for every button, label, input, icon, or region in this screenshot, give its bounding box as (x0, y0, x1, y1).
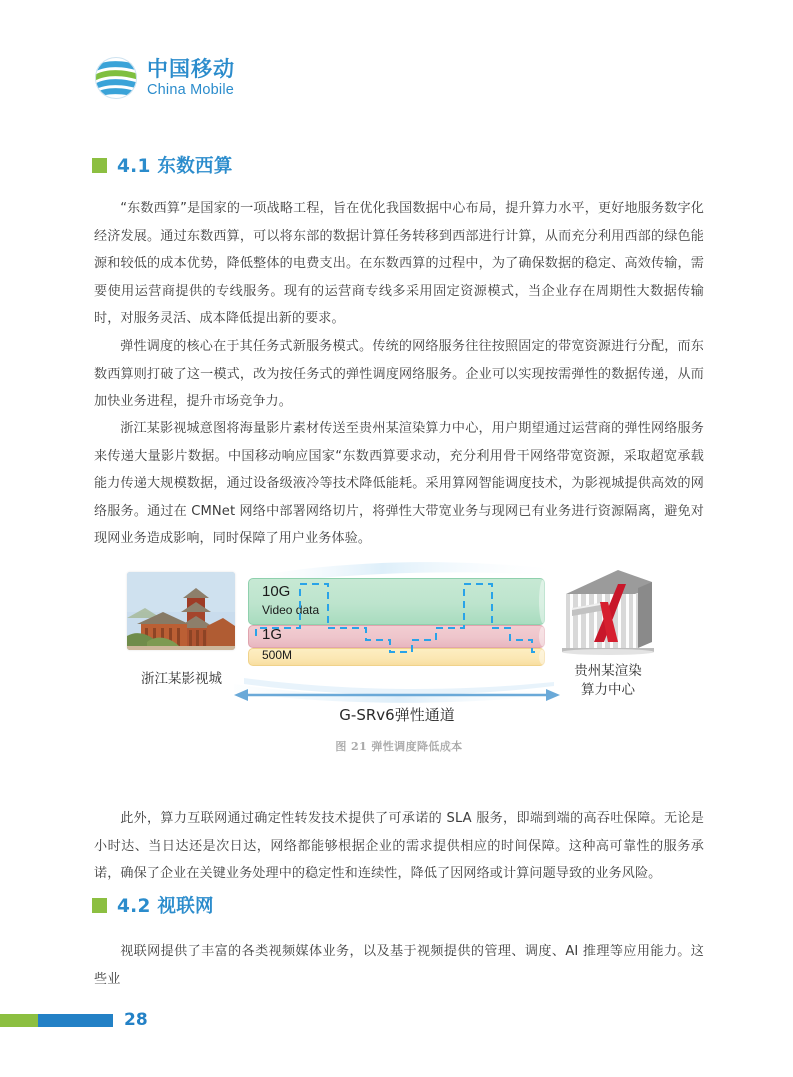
band-10g-sublabel: Video data (262, 603, 320, 617)
band-1g-cap (539, 626, 548, 647)
band-500m (248, 648, 545, 666)
channel-double-arrow-icon (234, 688, 560, 702)
section-heading-4-1 (92, 152, 233, 178)
footer-accent-green (0, 1014, 38, 1027)
paragraph-5: 视联网提供了丰富的各类视频媒体业务，以及基于视频提供的管理、调度、AI 推理等应用能力。这些业 (94, 944, 704, 987)
section-heading-4-2-text: 4.2 视联网 (117, 896, 214, 917)
page-footer (0, 1010, 148, 1030)
band-10g (248, 578, 545, 625)
footer-accent-blue (38, 1014, 113, 1027)
channel-label: G-SRv6弹性通道 (339, 706, 455, 724)
zhejiang-film-city-photo (127, 572, 235, 650)
china-mobile-logo (94, 56, 235, 100)
logo-text-cn: 中国移动 (147, 56, 235, 81)
section-heading-4-2 (92, 892, 214, 918)
page-number: 28 (124, 1010, 148, 1030)
paragraph-2: 弹性调度的核心在于其任务式新服务模式。传统的网络服务往往按照固定的带宽资源进行分配，而东数西算则打破了这一模式，改为按任务式的弹性调度网络服务。企业可以实现按需弹性的数据传递，从而加快业务进程，提升市场竞争力。 (94, 339, 704, 410)
guizhou-render-datacenter-icon (560, 568, 656, 656)
band-10g-label: 10G (262, 583, 291, 600)
china-mobile-logo-icon (94, 56, 138, 100)
logo-text-en: China Mobile (147, 81, 235, 98)
band-10g-cap (539, 579, 548, 624)
heading-bullet-square-icon (92, 158, 107, 173)
band-1g-label: 1G (262, 626, 283, 643)
left-site-label: 浙江某影视城 (141, 671, 222, 687)
section-heading-4-1-text: 4.1 东数西算 (117, 156, 233, 177)
paragraph-3: 浙江某影视城意图将海量影片素材传送至贵州某渲染算力中心，用户期望通过运营商的弹性网络服务来传递大量影片数据。中国移动响应国家“东数西算要求动，充分利用骨干网络带宽资源，采取超宽承载能力传递大规模数据，通过设备级液冷等技术降低能耗。采用算网智能调度技术，为影视城提供高效的网络服务。通过在 CMNet 网络中部署网络切片，将弹性大带宽业务与现网已有业务进行资源隔离，避免对现网业务造成影响，同时保障了用户业务体验。 (94, 421, 704, 547)
figure-21 (94, 558, 704, 763)
logo-wordmark (147, 56, 235, 98)
right-site-label-line1: 贵州某渲染 (574, 663, 642, 679)
figure-caption: 图 21 弹性调度降低成本 (335, 740, 463, 753)
bandwidth-pipe (248, 578, 545, 666)
paragraph-1: “东数西算”是国家的一项战略工程，旨在优化我国数据中心布局，提升算力水平，更好地服务数字化经济发展。通过东数西算，可以将东部的数据计算任务转移到西部进行计算，从而充分利用西部的绿色能源和较低的成本优势，降低整体的电费支出。在东数西算的过程中，为了确保数据的稳定、高效传输，需要使用运营商提供的专线服务。现有的运营商专线多采用固定资源模式，当企业存在周期性大数据传输时，对服务灵活、成本降低提出新的要求。 (94, 201, 704, 327)
band-500m-cap (539, 649, 548, 665)
right-site-label-line2: 算力中心 (581, 682, 635, 698)
right-site-label (549, 662, 667, 700)
paragraph-4: 此外，算力互联网通过确定性转发技术提供了可承诺的 SLA 服务，即端到端的高吞吐保障。无论是小时达、当日达还是次日达，网络都能够根据企业的需求提供相应的时间保障。这种高可靠性的服务承诺，确保了企业在关键业务处理中的稳定性和连续性，降低了因网络或计算问题导致的业务风险。 (94, 811, 704, 882)
band-500m-label: 500M (262, 648, 293, 662)
heading-bullet-square-icon (92, 898, 107, 913)
band-1g (248, 625, 545, 648)
